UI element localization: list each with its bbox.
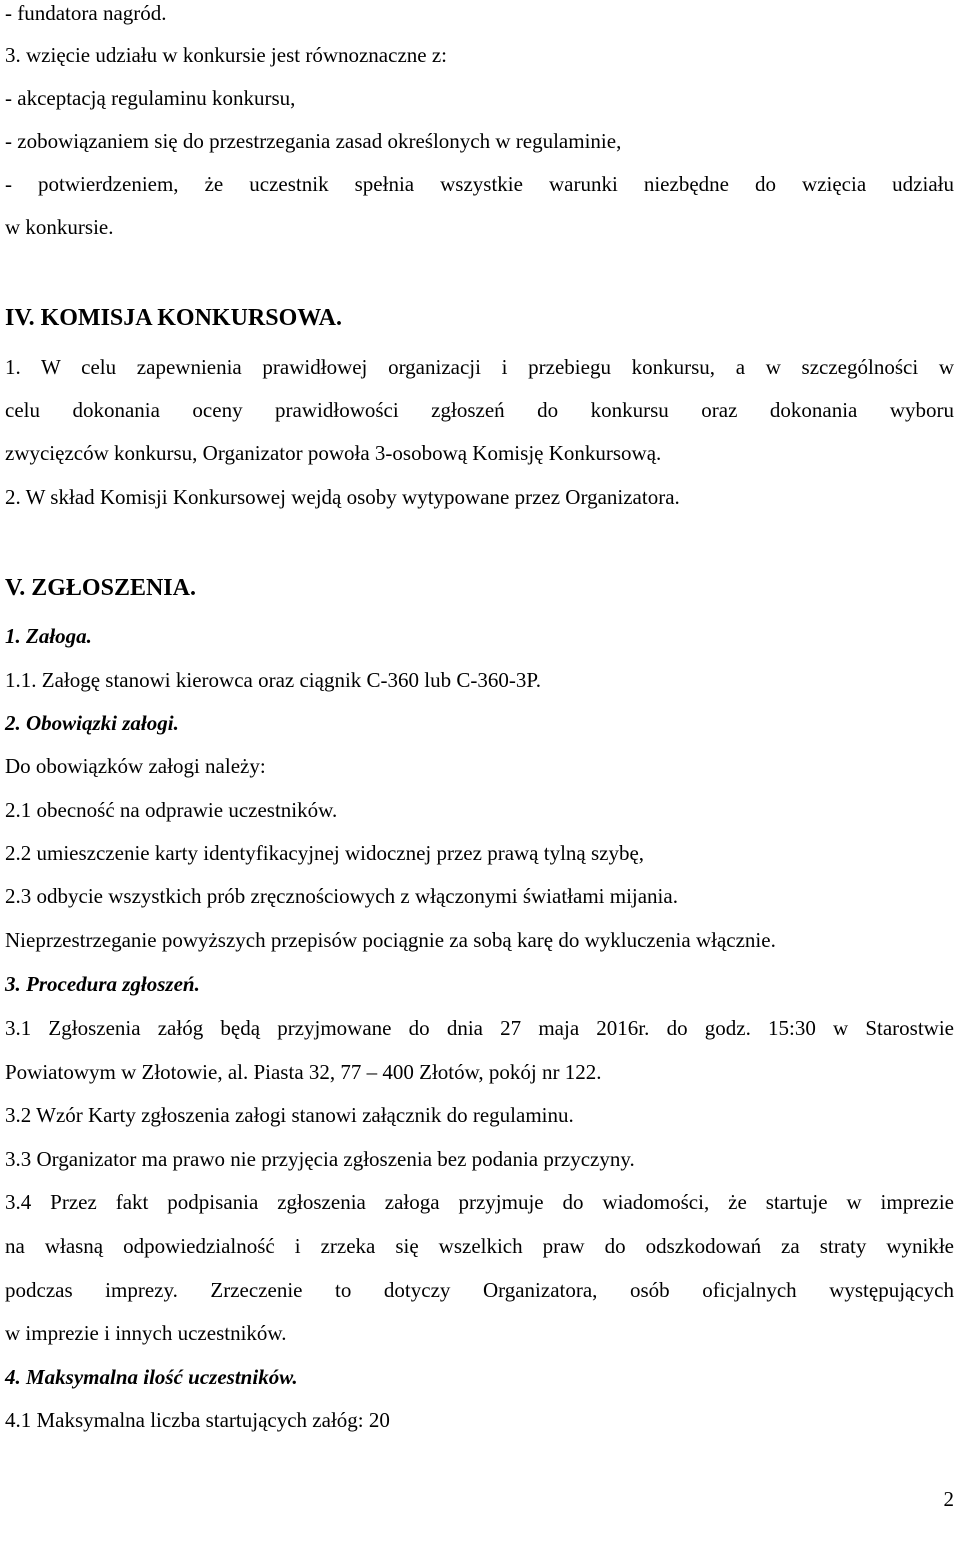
paragraph-line: podczas imprezy. Zrzeczenie to dotyczy Organizatora, osób oficjalnych występujących xyxy=(5,1278,954,1302)
paragraph-line: 3.4 Przez fakt podpisania zgłoszenia załoga przyjmuje do wiadomości, że startuje w imprezie xyxy=(5,1190,954,1214)
paragraph-line: celu dokonania oceny prawidłowości zgłoszeń do konkursu oraz dokonania wyboru xyxy=(5,398,954,422)
list-item: 3. wzięcie udziału w konkursie jest równoznaczne z: xyxy=(5,43,447,67)
subsection-heading: 4. Maksymalna ilość uczestników. xyxy=(5,1365,298,1389)
page-number: 2 xyxy=(943,1487,954,1511)
list-item: 2.3 odbycie wszystkich prób zręcznościowych z włączonymi światłami mijania. xyxy=(5,884,678,908)
subsection-heading: 3. Procedura zgłoszeń. xyxy=(5,972,200,996)
paragraph-line: 3.3 Organizator ma prawo nie przyjęcia zgłoszenia bez podania przyczyny. xyxy=(5,1147,635,1171)
section-heading: IV. KOMISJA KONKURSOWA. xyxy=(5,305,342,331)
section-heading: V. ZGŁOSZENIA. xyxy=(5,575,196,601)
text-line: w konkursie. xyxy=(5,215,114,239)
paragraph-line: 4.1 Maksymalna liczba startujących załóg: 20 xyxy=(5,1408,390,1432)
text-line: - fundatora nagród. xyxy=(5,1,167,25)
paragraph-line: 1.1. Załogę stanowi kierowca oraz ciągnik C-360 lub C-360-3P. xyxy=(5,668,541,692)
paragraph-line: 3.2 Wzór Karty zgłoszenia załogi stanowi załącznik do regulaminu. xyxy=(5,1103,574,1127)
subsection-heading: 2. Obowiązki załogi. xyxy=(5,711,179,735)
subsection-heading: 1. Załoga. xyxy=(5,624,92,648)
list-item: 2.2 umieszczenie karty identyfikacyjnej widocznej przez prawą tylną szybę, xyxy=(5,841,645,865)
paragraph-line: Nieprzestrzeganie powyższych przepisów pociągnie za sobą karę do wykluczenia włącznie. xyxy=(5,928,776,952)
list-item: - akceptacją regulaminu konkursu, xyxy=(5,86,296,110)
paragraph-line: na własną odpowiedzialność i zrzeka się wszelkich praw do odszkodowań za straty wynikłe xyxy=(5,1234,954,1258)
paragraph-line: w imprezie i innych uczestników. xyxy=(5,1321,287,1345)
list-item: - potwierdzeniem, że uczestnik spełnia wszystkie warunki niezbędne do wzięcia udziału xyxy=(5,172,954,196)
paragraph-line: 1. W celu zapewnienia prawidłowej organizacji i przebiegu konkursu, a w szczególności w xyxy=(5,355,954,379)
paragraph-line: 2. W skład Komisji Konkursowej wejdą osoby wytypowane przez Organizatora. xyxy=(5,485,680,509)
list-item: - zobowiązaniem się do przestrzegania zasad określonych w regulaminie, xyxy=(5,129,622,153)
paragraph-line: Powiatowym w Złotowie, al. Piasta 32, 77 – 400 Złotów, pokój nr 122. xyxy=(5,1060,602,1084)
list-item: 2.1 obecność na odprawie uczestników. xyxy=(5,798,338,822)
paragraph-line: zwycięzców konkursu, Organizator powoła 3-osobową Komisję Konkursową. xyxy=(5,441,662,465)
paragraph-line: Do obowiązków załogi należy: xyxy=(5,754,266,778)
paragraph-line: 3.1 Zgłoszenia załóg będą przyjmowane do dnia 27 maja 2016r. do godz. 15:30 w Starostwie xyxy=(5,1016,954,1040)
